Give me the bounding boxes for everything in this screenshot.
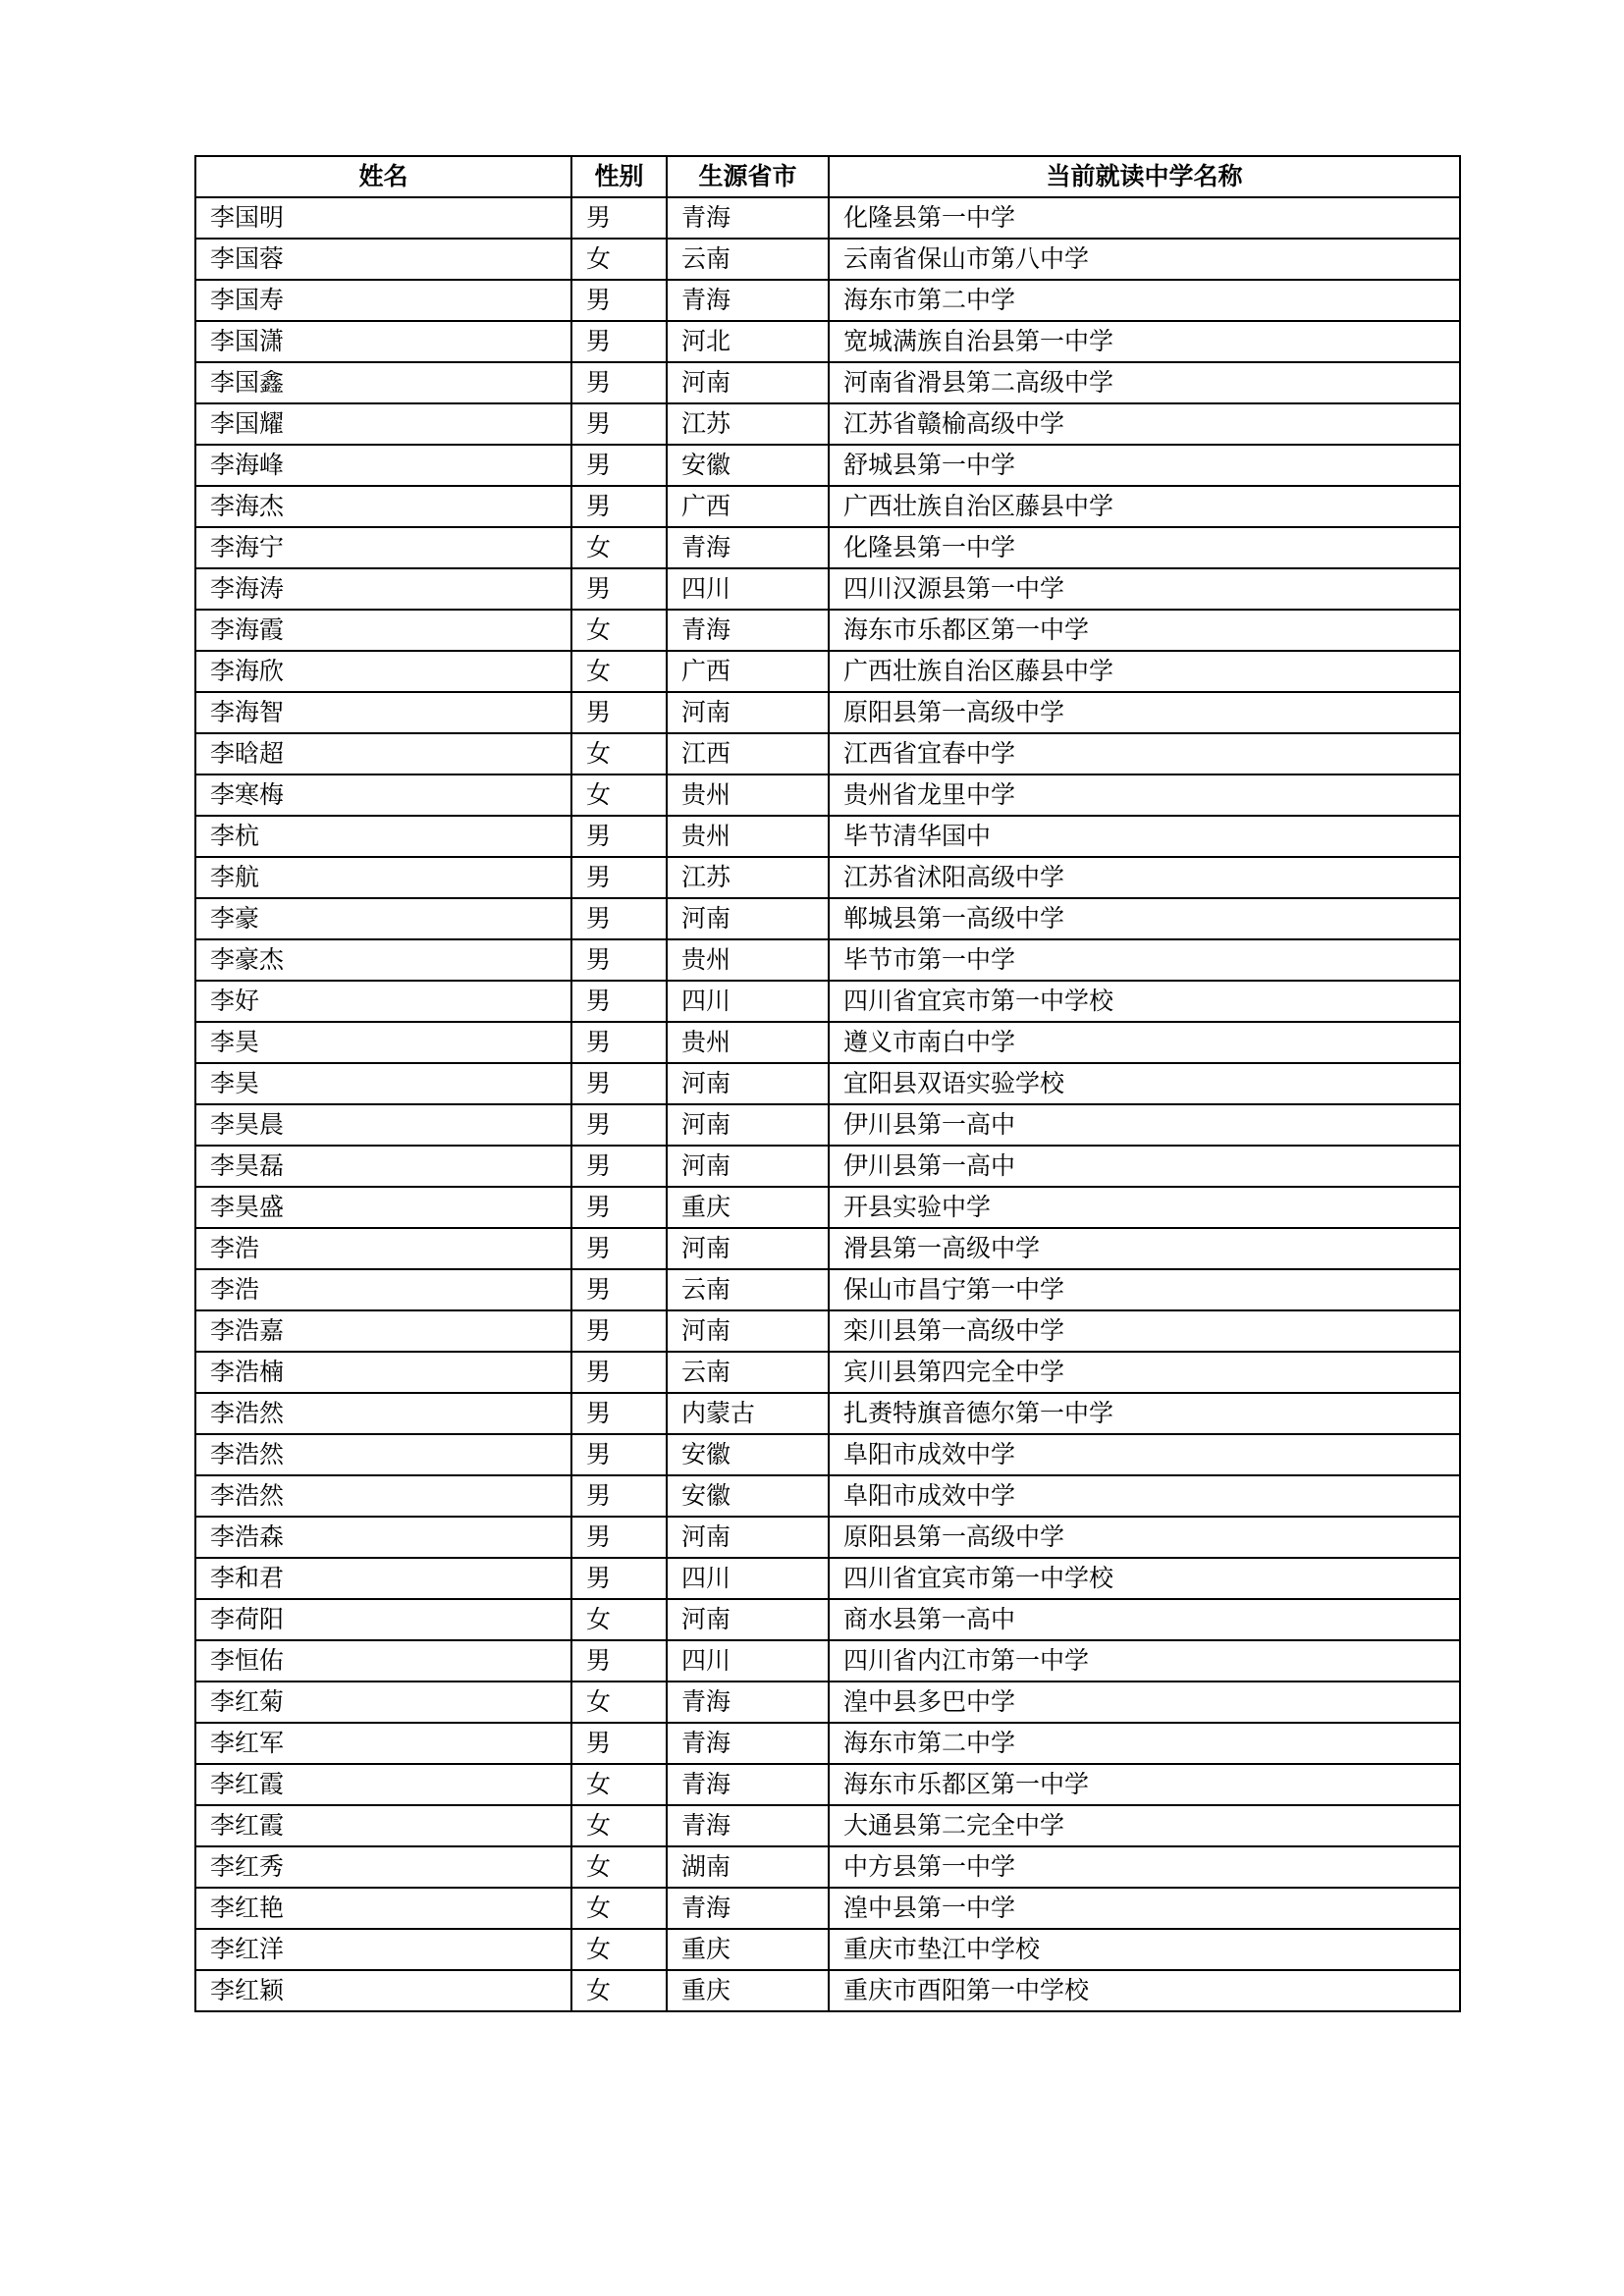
- cell-name: 李恒佑: [195, 1640, 571, 1682]
- cell-gender: 男: [571, 1393, 667, 1434]
- cell-province: 青海: [667, 280, 829, 321]
- cell-school: 阜阳市成效中学: [829, 1434, 1460, 1475]
- cell-school: 开县实验中学: [829, 1187, 1460, 1228]
- cell-gender: 女: [571, 733, 667, 774]
- table-row: [195, 403, 1460, 445]
- cell-school: 原阳县第一高级中学: [829, 1517, 1460, 1558]
- cell-gender: 男: [571, 445, 667, 486]
- cell-province: 河南: [667, 1146, 829, 1187]
- cell-name: 李豪杰: [195, 939, 571, 981]
- cell-gender: 男: [571, 898, 667, 939]
- cell-school: 江苏省沭阳高级中学: [829, 857, 1460, 898]
- cell-province: 四川: [667, 1558, 829, 1599]
- cell-school: 宜阳县双语实验学校: [829, 1063, 1460, 1104]
- cell-school: 江苏省赣榆高级中学: [829, 403, 1460, 445]
- cell-province: 青海: [667, 1764, 829, 1805]
- table-row: [195, 1146, 1460, 1187]
- header-province: 生源省市: [667, 156, 829, 197]
- cell-school: 伊川县第一高中: [829, 1146, 1460, 1187]
- table-row: [195, 1269, 1460, 1310]
- cell-school: 中方县第一中学: [829, 1846, 1460, 1888]
- cell-gender: 女: [571, 1929, 667, 1970]
- cell-name: 李浩: [195, 1269, 571, 1310]
- table-row: [195, 568, 1460, 610]
- cell-gender: 女: [571, 1599, 667, 1640]
- table-row: [195, 1063, 1460, 1104]
- cell-gender: 女: [571, 610, 667, 651]
- cell-school: 江西省宜春中学: [829, 733, 1460, 774]
- table-body: [195, 197, 1460, 2011]
- cell-name: 李海宁: [195, 527, 571, 568]
- table-row: [195, 1970, 1460, 2011]
- cell-province: 贵州: [667, 1022, 829, 1063]
- cell-province: 贵州: [667, 816, 829, 857]
- cell-name: 李红菊: [195, 1682, 571, 1723]
- cell-school: 广西壮族自治区藤县中学: [829, 486, 1460, 527]
- cell-school: 四川省内江市第一中学: [829, 1640, 1460, 1682]
- table-row: [195, 197, 1460, 239]
- cell-school: 伊川县第一高中: [829, 1104, 1460, 1146]
- header-gender: 性别: [571, 156, 667, 197]
- table-row: [195, 321, 1460, 362]
- cell-gender: 男: [571, 1022, 667, 1063]
- cell-gender: 男: [571, 816, 667, 857]
- cell-gender: 女: [571, 239, 667, 280]
- cell-name: 李红霞: [195, 1805, 571, 1846]
- table-row: [195, 651, 1460, 692]
- cell-gender: 男: [571, 1352, 667, 1393]
- cell-name: 李杭: [195, 816, 571, 857]
- cell-gender: 女: [571, 527, 667, 568]
- cell-gender: 男: [571, 197, 667, 239]
- cell-province: 青海: [667, 1682, 829, 1723]
- cell-gender: 男: [571, 1475, 667, 1517]
- cell-province: 河南: [667, 1063, 829, 1104]
- cell-name: 李浩然: [195, 1393, 571, 1434]
- table-row: [195, 816, 1460, 857]
- cell-gender: 男: [571, 981, 667, 1022]
- cell-gender: 男: [571, 857, 667, 898]
- cell-name: 李国蓉: [195, 239, 571, 280]
- cell-school: 化隆县第一中学: [829, 527, 1460, 568]
- cell-province: 重庆: [667, 1187, 829, 1228]
- table-row: [195, 1764, 1460, 1805]
- cell-name: 李红秀: [195, 1846, 571, 1888]
- table-row: [195, 1558, 1460, 1599]
- cell-gender: 男: [571, 1434, 667, 1475]
- table-row: [195, 857, 1460, 898]
- cell-province: 江苏: [667, 403, 829, 445]
- cell-name: 李豪: [195, 898, 571, 939]
- cell-name: 李寒梅: [195, 774, 571, 816]
- cell-province: 广西: [667, 486, 829, 527]
- header-name: 姓名: [195, 156, 571, 197]
- cell-province: 安徽: [667, 1475, 829, 1517]
- cell-name: 李浩森: [195, 1517, 571, 1558]
- cell-province: 青海: [667, 197, 829, 239]
- cell-school: 栾川县第一高级中学: [829, 1310, 1460, 1352]
- cell-name: 李国寿: [195, 280, 571, 321]
- table-row: [195, 527, 1460, 568]
- table-row: [195, 1640, 1460, 1682]
- cell-gender: 男: [571, 1228, 667, 1269]
- table-row: [195, 1104, 1460, 1146]
- cell-province: 安徽: [667, 445, 829, 486]
- cell-province: 四川: [667, 568, 829, 610]
- cell-name: 李国耀: [195, 403, 571, 445]
- cell-school: 海东市第二中学: [829, 280, 1460, 321]
- cell-gender: 女: [571, 1888, 667, 1929]
- table-row: [195, 733, 1460, 774]
- cell-province: 河南: [667, 692, 829, 733]
- cell-name: 李红霞: [195, 1764, 571, 1805]
- cell-gender: 男: [571, 1146, 667, 1187]
- cell-name: 李海智: [195, 692, 571, 733]
- table-row: [195, 1888, 1460, 1929]
- cell-name: 李和君: [195, 1558, 571, 1599]
- cell-school: 保山市昌宁第一中学: [829, 1269, 1460, 1310]
- table-row: [195, 1393, 1460, 1434]
- cell-province: 江西: [667, 733, 829, 774]
- table-row: [195, 1517, 1460, 1558]
- cell-name: 李好: [195, 981, 571, 1022]
- cell-gender: 男: [571, 321, 667, 362]
- cell-school: 贵州省龙里中学: [829, 774, 1460, 816]
- cell-province: 贵州: [667, 774, 829, 816]
- cell-school: 湟中县多巴中学: [829, 1682, 1460, 1723]
- cell-name: 李海欣: [195, 651, 571, 692]
- cell-province: 广西: [667, 651, 829, 692]
- cell-school: 大通县第二完全中学: [829, 1805, 1460, 1846]
- table-row: [195, 692, 1460, 733]
- cell-province: 四川: [667, 981, 829, 1022]
- cell-name: 李昊: [195, 1022, 571, 1063]
- table-row: [195, 1310, 1460, 1352]
- cell-school: 阜阳市成效中学: [829, 1475, 1460, 1517]
- cell-province: 重庆: [667, 1929, 829, 1970]
- cell-school: 海东市乐都区第一中学: [829, 610, 1460, 651]
- cell-gender: 女: [571, 1805, 667, 1846]
- cell-school: 宾川县第四完全中学: [829, 1352, 1460, 1393]
- cell-province: 安徽: [667, 1434, 829, 1475]
- cell-school: 四川省宜宾市第一中学校: [829, 981, 1460, 1022]
- table-row: [195, 486, 1460, 527]
- cell-gender: 女: [571, 1846, 667, 1888]
- cell-gender: 男: [571, 1310, 667, 1352]
- cell-school: 河南省滑县第二高级中学: [829, 362, 1460, 403]
- table-row: [195, 280, 1460, 321]
- table-header-row: [195, 156, 1460, 197]
- cell-gender: 男: [571, 939, 667, 981]
- cell-school: 滑县第一高级中学: [829, 1228, 1460, 1269]
- cell-school: 湟中县第一中学: [829, 1888, 1460, 1929]
- cell-gender: 男: [571, 486, 667, 527]
- cell-school: 遵义市南白中学: [829, 1022, 1460, 1063]
- cell-name: 李红军: [195, 1723, 571, 1764]
- cell-province: 云南: [667, 1269, 829, 1310]
- cell-name: 李昊: [195, 1063, 571, 1104]
- cell-province: 河南: [667, 1310, 829, 1352]
- table-row: [195, 774, 1460, 816]
- cell-name: 李国潇: [195, 321, 571, 362]
- table-row: [195, 1846, 1460, 1888]
- cell-gender: 女: [571, 1970, 667, 2011]
- cell-province: 青海: [667, 1723, 829, 1764]
- cell-name: 李浩嘉: [195, 1310, 571, 1352]
- cell-school: 商水县第一高中: [829, 1599, 1460, 1640]
- cell-school: 扎赉特旗音德尔第一中学: [829, 1393, 1460, 1434]
- cell-gender: 男: [571, 1269, 667, 1310]
- cell-school: 重庆市垫江中学校: [829, 1929, 1460, 1970]
- cell-name: 李昊磊: [195, 1146, 571, 1187]
- cell-school: 宽城满族自治县第一中学: [829, 321, 1460, 362]
- cell-name: 李浩楠: [195, 1352, 571, 1393]
- cell-school: 四川省宜宾市第一中学校: [829, 1558, 1460, 1599]
- cell-name: 李红艳: [195, 1888, 571, 1929]
- cell-school: 毕节清华国中: [829, 816, 1460, 857]
- cell-gender: 男: [571, 1558, 667, 1599]
- cell-name: 李海涛: [195, 568, 571, 610]
- cell-name: 李浩然: [195, 1475, 571, 1517]
- cell-gender: 男: [571, 568, 667, 610]
- cell-province: 重庆: [667, 1970, 829, 2011]
- cell-province: 河南: [667, 1599, 829, 1640]
- cell-name: 李国鑫: [195, 362, 571, 403]
- table-row: [195, 939, 1460, 981]
- cell-province: 内蒙古: [667, 1393, 829, 1434]
- cell-name: 李红洋: [195, 1929, 571, 1970]
- cell-gender: 男: [571, 1517, 667, 1558]
- cell-name: 李海霞: [195, 610, 571, 651]
- cell-name: 李浩然: [195, 1434, 571, 1475]
- table-row: [195, 1682, 1460, 1723]
- cell-school: 云南省保山市第八中学: [829, 239, 1460, 280]
- table-row: [195, 1228, 1460, 1269]
- cell-province: 青海: [667, 1888, 829, 1929]
- cell-gender: 男: [571, 692, 667, 733]
- cell-gender: 女: [571, 1682, 667, 1723]
- table-row: [195, 1475, 1460, 1517]
- cell-name: 李红颖: [195, 1970, 571, 2011]
- cell-school: 原阳县第一高级中学: [829, 692, 1460, 733]
- cell-name: 李航: [195, 857, 571, 898]
- table-row: [195, 898, 1460, 939]
- table-row: [195, 445, 1460, 486]
- cell-school: 毕节市第一中学: [829, 939, 1460, 981]
- cell-name: 李昊晨: [195, 1104, 571, 1146]
- cell-province: 青海: [667, 610, 829, 651]
- cell-name: 李国明: [195, 197, 571, 239]
- cell-province: 青海: [667, 527, 829, 568]
- student-roster-table: [194, 155, 1461, 2012]
- cell-school: 海东市乐都区第一中学: [829, 1764, 1460, 1805]
- cell-province: 湖南: [667, 1846, 829, 1888]
- cell-name: 李荷阳: [195, 1599, 571, 1640]
- cell-province: 河南: [667, 1517, 829, 1558]
- cell-school: 重庆市酉阳第一中学校: [829, 1970, 1460, 2011]
- cell-school: 化隆县第一中学: [829, 197, 1460, 239]
- table-row: [195, 362, 1460, 403]
- cell-school: 广西壮族自治区藤县中学: [829, 651, 1460, 692]
- header-school: 当前就读中学名称: [829, 156, 1460, 197]
- table-row: [195, 1022, 1460, 1063]
- cell-province: 河南: [667, 898, 829, 939]
- table-row: [195, 610, 1460, 651]
- table-row: [195, 1434, 1460, 1475]
- cell-gender: 男: [571, 362, 667, 403]
- cell-school: 舒城县第一中学: [829, 445, 1460, 486]
- cell-gender: 女: [571, 774, 667, 816]
- cell-gender: 男: [571, 1723, 667, 1764]
- cell-gender: 男: [571, 1063, 667, 1104]
- table-row: [195, 239, 1460, 280]
- cell-school: 郸城县第一高级中学: [829, 898, 1460, 939]
- cell-gender: 女: [571, 651, 667, 692]
- table-row: [195, 1352, 1460, 1393]
- cell-province: 云南: [667, 239, 829, 280]
- cell-province: 江苏: [667, 857, 829, 898]
- cell-gender: 男: [571, 1104, 667, 1146]
- cell-province: 青海: [667, 1805, 829, 1846]
- cell-province: 河南: [667, 1104, 829, 1146]
- cell-gender: 男: [571, 1640, 667, 1682]
- cell-name: 李浩: [195, 1228, 571, 1269]
- cell-gender: 男: [571, 280, 667, 321]
- cell-name: 李晗超: [195, 733, 571, 774]
- table-row: [195, 1929, 1460, 1970]
- cell-province: 云南: [667, 1352, 829, 1393]
- cell-school: 海东市第二中学: [829, 1723, 1460, 1764]
- table-row: [195, 981, 1460, 1022]
- table-row: [195, 1805, 1460, 1846]
- table-row: [195, 1187, 1460, 1228]
- cell-gender: 女: [571, 1764, 667, 1805]
- cell-gender: 男: [571, 403, 667, 445]
- cell-province: 河南: [667, 1228, 829, 1269]
- cell-school: 四川汉源县第一中学: [829, 568, 1460, 610]
- cell-province: 贵州: [667, 939, 829, 981]
- table-row: [195, 1599, 1460, 1640]
- cell-province: 河南: [667, 362, 829, 403]
- cell-province: 四川: [667, 1640, 829, 1682]
- cell-gender: 男: [571, 1187, 667, 1228]
- cell-province: 河北: [667, 321, 829, 362]
- cell-name: 李海峰: [195, 445, 571, 486]
- cell-name: 李海杰: [195, 486, 571, 527]
- table-row: [195, 1723, 1460, 1764]
- cell-name: 李昊盛: [195, 1187, 571, 1228]
